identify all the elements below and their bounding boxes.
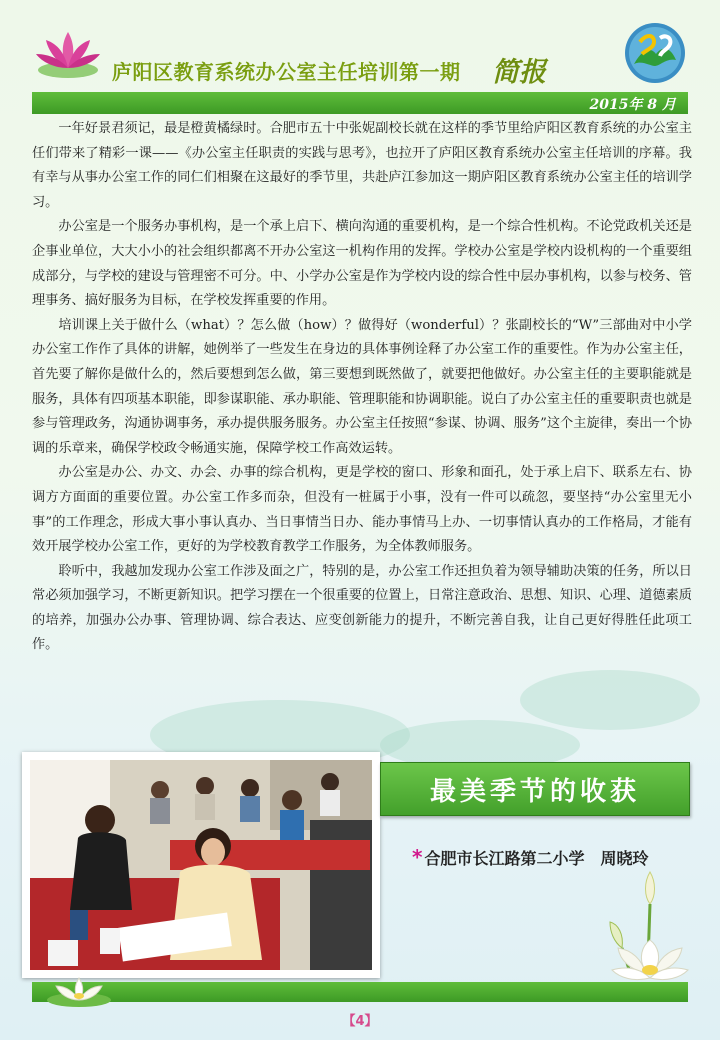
article-paragraph: 办公室是一个服务办事机构，是一个承上启下、横向沟通的重要机构，是一个综合性机构。不论党政机关还是企事业单位，大大小小的社会组织都离不开办公室这一机构作用的发挥。学校办公室是学校内设机构的一个重要组成部分，与学校的建设与管理密不可分。中、小学办公室是作为学校内设的综合性中层办事机构，以参与校务、管理事务、搞好服务为目标，在学校发挥重要的作用。 [32, 219, 692, 309]
issue-date: 2015年 8 月 [589, 97, 676, 113]
training-photo [22, 752, 380, 978]
article-paragraph: 聆听中，我越加发现办公室工作涉及面之广，特别的是，办公室工作还担负着为领导辅助决策的任务，所以日常必须加强学习，不断更新知识。把学习摆在一个很重要的位置上，日常注意政治、思想、知识、心理、道德素质的培养，加强办公办事、管理协调、综合表达、应变创新能力的提升，不断完善自我，让自己更好得胜任此项工作。 [32, 563, 692, 653]
author-name: 合肥市长江路第二小学 周晓玲 [424, 849, 649, 868]
district-logo-icon [620, 20, 690, 86]
newsletter-title: 庐阳区教育系统办公室主任培训第一期 [112, 60, 461, 84]
page-header [0, 0, 720, 120]
article-paragraph: 一年好景君须记，最是橙黄橘绿时。合肥市五十中张妮副校长就在这样的季节里给庐阳区教育系统的办公室主任们带来了精彩一课——《办公室主任职责的实践与思考》，也拉开了庐阳区教育系统办公室主任培训的序幕。我有幸与从事办公室工作的同仁们相聚在这最好的季节里，共赴庐江参加这一期庐阳区教育系统办公室主任的培训学习。 [32, 121, 692, 210]
lotus-flower-icon [30, 26, 106, 84]
footer-bar [32, 982, 688, 1002]
white-lotus-icon [44, 972, 114, 1008]
author-marker: * [412, 845, 423, 869]
newsletter-subtitle: 简报 [492, 57, 546, 88]
training-photo-image [30, 760, 372, 970]
banner-title: 最美季节的收获 [429, 776, 640, 807]
article-paragraph: 培训课上关于做什么（what）？怎么做（how）？做得好（wonderful）？张副校长的“W”三部曲对中小学办公室工作作了具体的讲解，她例举了一些发生在身边的具体事例诠释了办公室工作的重要性。作为办公室主任，首先要了解你是做什么的，然后要想到怎么做，第三要想到既然做了，就要把他做好。办公室主任的主要职能就是服务，具体有四项基本职能，即参谋职能、承办职能、管理职能和协调职能。说白了办公室主任的重要职责也就是参与管理政务，沟通协调事务，承办提供服务服务。办公室主任按照“参谋、协调、服务”这个主旋律，奏出一个协调的乐章来，确保学校政令畅通实施，保障学校工作高效运转。 [32, 317, 692, 456]
section-banner [380, 762, 690, 816]
article-body [32, 117, 692, 658]
lily-pad-decoration [520, 670, 700, 730]
article-paragraph: 办公室是办公、办文、办会、办事的综合机构，更是学校的窗口、形象和面孔，处于承上启下、联系左右、协调方方面面的重要位置。办公室工作多而杂，但没有一桩属于小事，没有一件可以疏忽，要坚持“办公室里无小事”的工作理念，形成大事小事认真办、当日事情当日办、能办事情马上办、一切事情认真办的工作格局，才能有效开展学校办公室工作，更好的为学校教育教学工作服务，为全体教师服务。 [32, 465, 692, 555]
page-number: 【4】 [342, 1014, 378, 1029]
